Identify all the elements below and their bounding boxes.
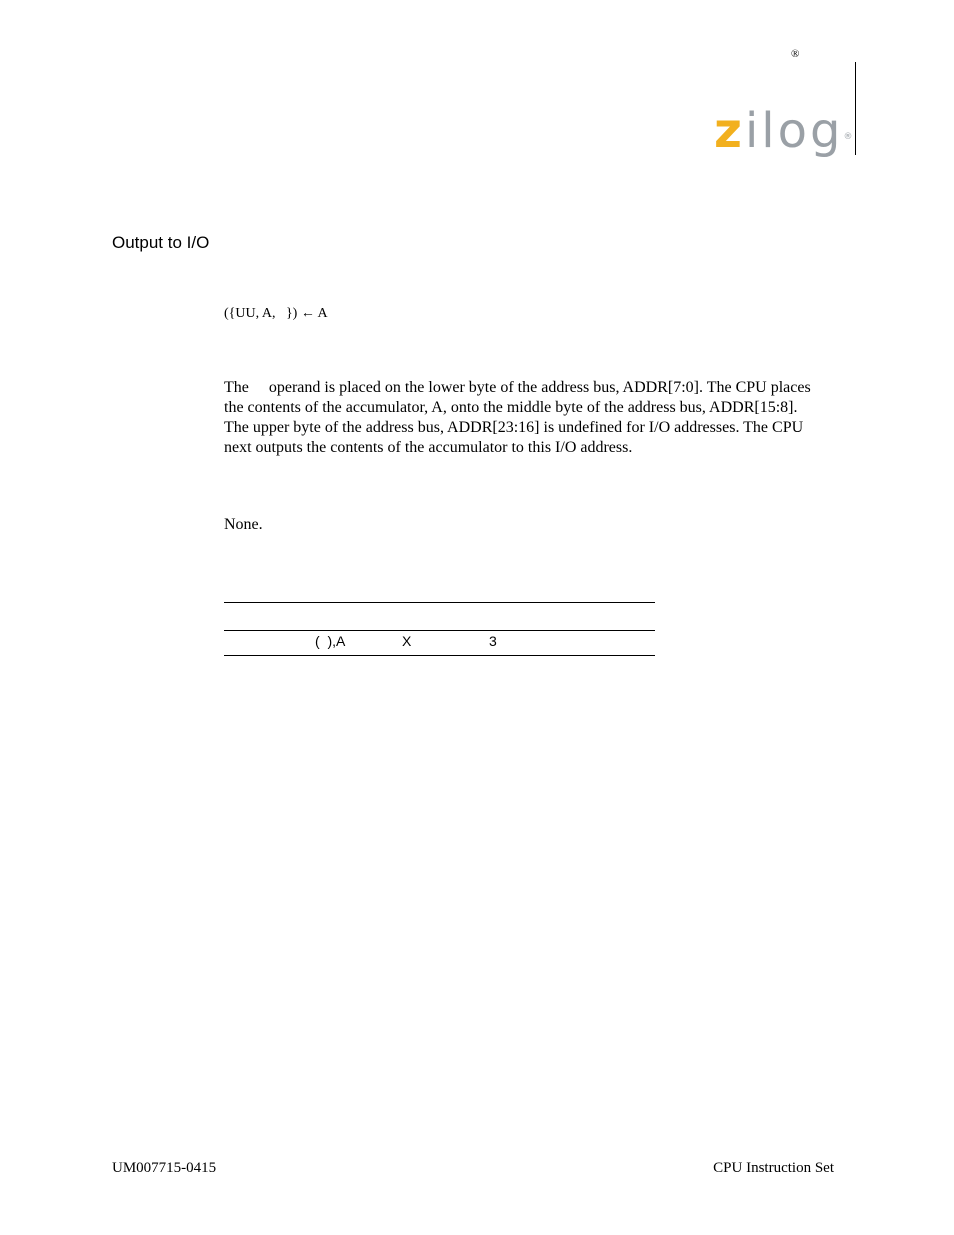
table-cell-cycles: 3 (489, 633, 497, 649)
zilog-logo (714, 104, 855, 158)
table-cell-operand: ( ),A (315, 633, 346, 649)
description-paragraph: The operand is placed on the lower byte of the address bus, ADDR[7:0]. The CPU places the contents of the accumulator, A, onto the middle byte of the address bus, ADDR[15:8]. The upper byte of the address bus, ADDR[23:16] is undefined for I/O addresses. The CPU next outputs the contents of the accumulator to this I/O address. (224, 379, 815, 456)
logo-z: z (714, 103, 745, 159)
operation-expression: ({UU, A, }) ← A (224, 306, 328, 321)
logo-rest: ilog (744, 103, 844, 159)
table-cell-mode: X (402, 633, 412, 649)
section-title: Output to I/O (112, 233, 210, 252)
table-top-rule (224, 602, 655, 603)
logo-mark: ® (843, 132, 856, 142)
footer-section: CPU Instruction Set (713, 1160, 834, 1176)
flags-text: None. (224, 516, 263, 533)
footer-doc-id: UM007715-0415 (112, 1160, 217, 1176)
registered-mark: ® (791, 48, 800, 60)
table-bottom-rule (224, 655, 655, 656)
table-header-rule (224, 630, 655, 631)
